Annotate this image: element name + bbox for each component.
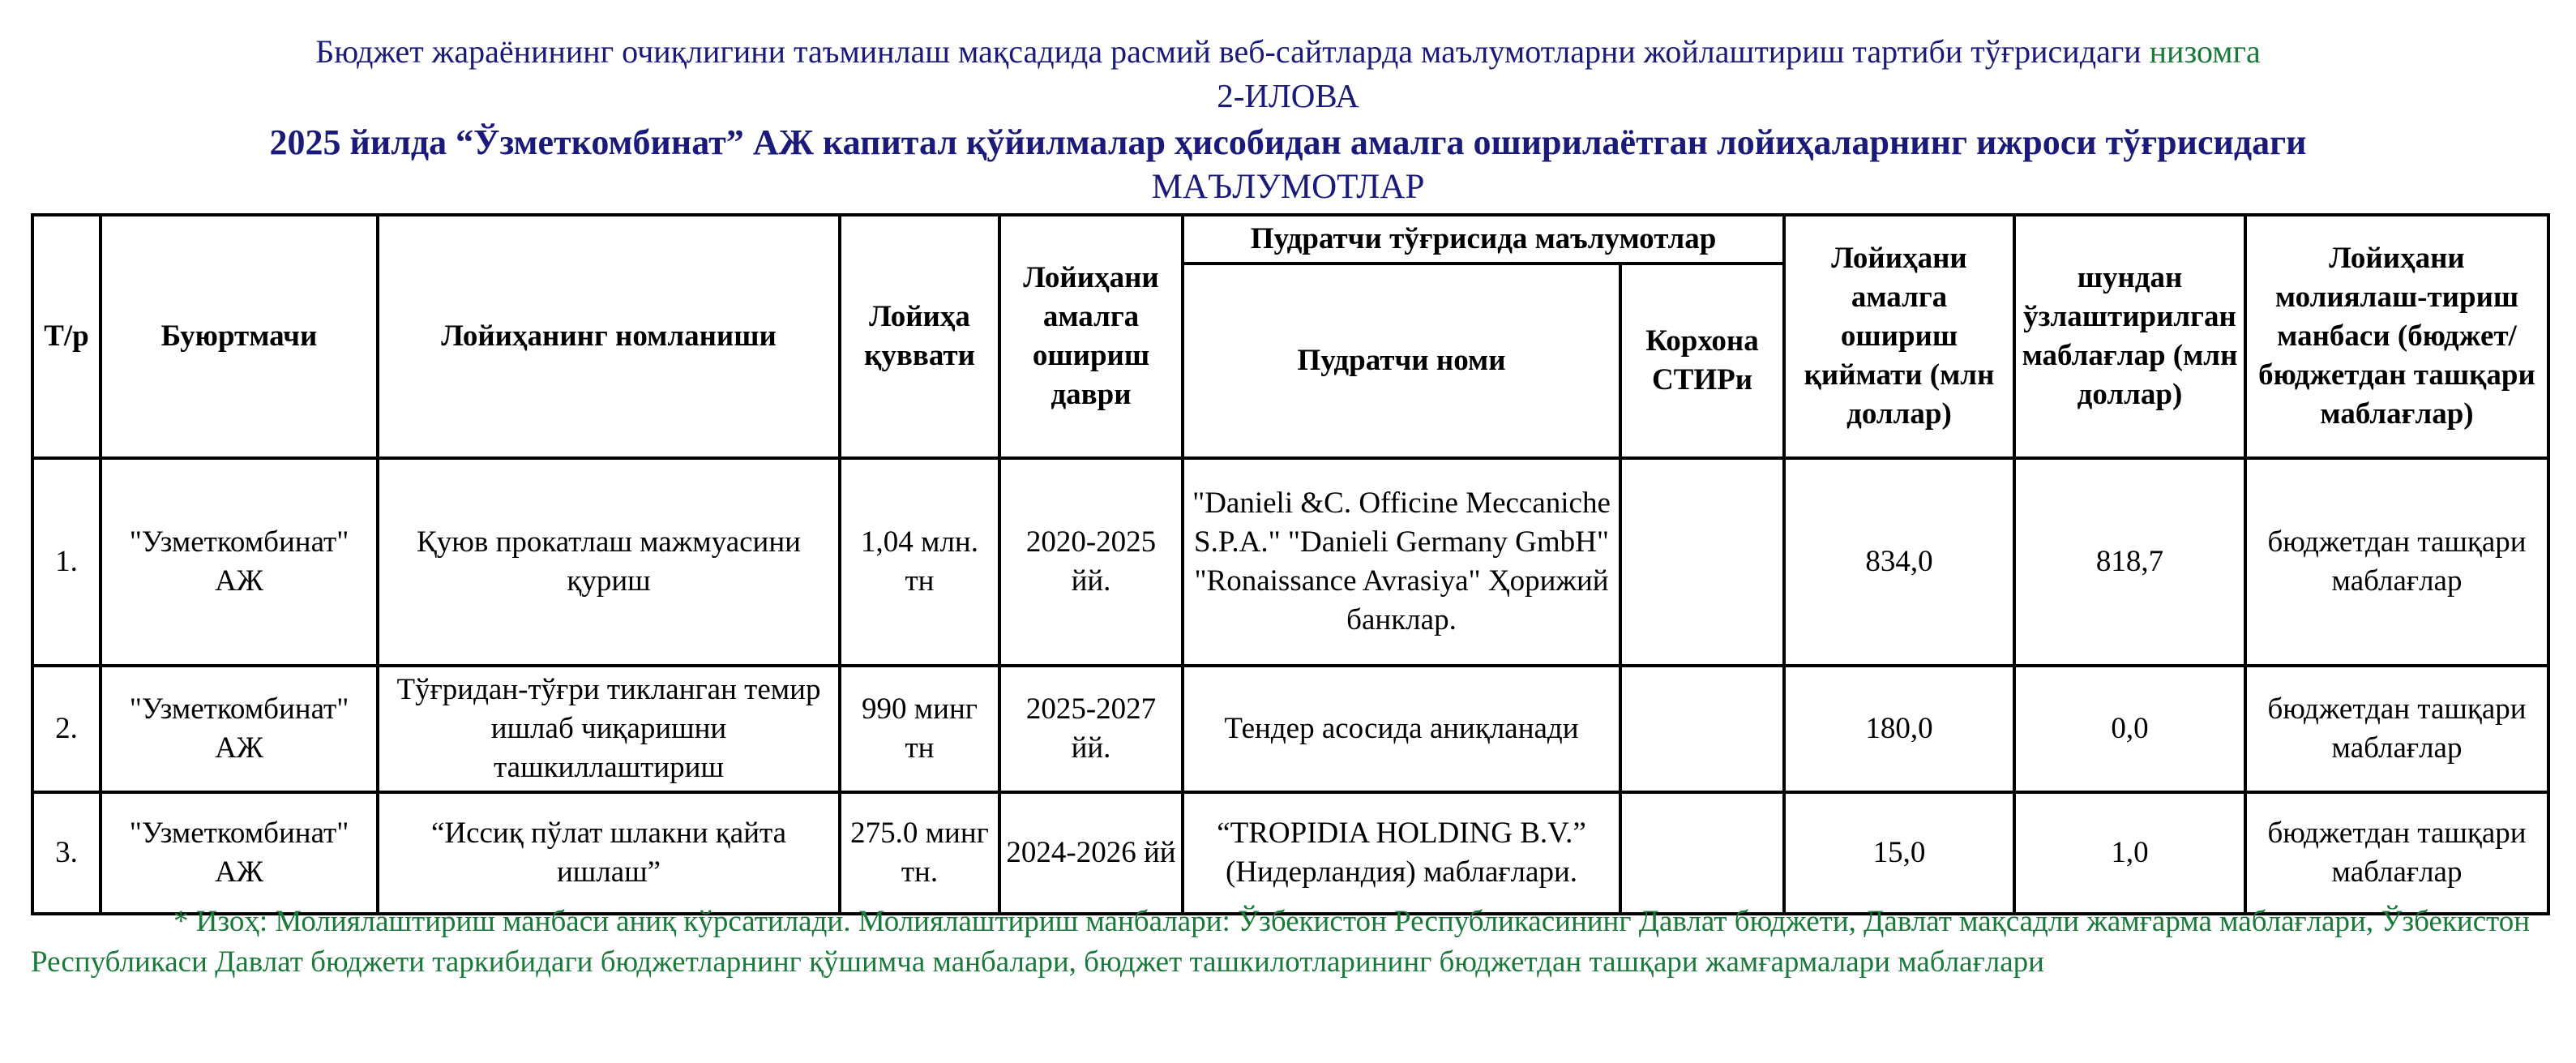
cell-cost: 180,0	[1784, 666, 2014, 792]
col-header-spent: шундан ўзлаштирилган маблағлар (млн доллар)	[2014, 215, 2245, 458]
cell-spent: 1,0	[2014, 792, 2245, 914]
appendix-label: 2-ИЛОВА	[1217, 77, 1359, 114]
col-header-source: Лойиҳани молиялаш-тириш манбаси (бюджет/ бюджетдан ташқари маблағлар)	[2245, 215, 2548, 458]
cell-capacity: 1,04 млн. тн	[840, 458, 999, 666]
col-header-customer: Буюртмачи	[101, 215, 378, 458]
cell-contractor: "Danieli &C. Officine Meccaniche S.P.A." "Danieli Germany GmbH" "Ronaissance Avrasiya" Ҳорижий банклар.	[1183, 458, 1620, 666]
table-row	[32, 458, 2548, 666]
cell-cost: 834,0	[1784, 458, 2014, 666]
cell-project-name: Тўғридан-тўғри тикланган темир ишлаб чиқаришни ташкиллаштириш	[378, 666, 840, 792]
cell-source: бюджетдан ташқари маблағлар	[2245, 666, 2548, 792]
col-header-capacity: Лойиҳа қуввати	[840, 215, 999, 458]
footnote: * Изоҳ: Молиялаштириш манбаси аниқ кўрсатилади. Молиялаштириш манбалари: Ўзбекистон Республикасининг Давлат бюджети, Давлат мақсадли жамғарма маблағлари, Ўзбекистон Республикаси Давлат бюджети таркибидаги бюджетларнинг қўшимча манбалари, бюджет ташкилотларининг бюджетдан ташқари жамғармалари маблағлари	[31, 905, 2531, 979]
document-title-caption: МАЪЛУМОТЛАР	[1151, 168, 1425, 206]
cell-num: 1.	[32, 458, 101, 666]
col-header-project-name: Лойиҳанинг номланиши	[378, 215, 840, 458]
subtitle-text: Бюджет жараёнининг очиқлигини таъминлаш мақсадида расмий веб-сайтларда маълумотларни жойлаштириш тартиби тўғрисидаги	[315, 33, 2142, 70]
cell-customer: "Узметкомбинат" АЖ	[101, 458, 378, 666]
cell-inn	[1620, 458, 1784, 666]
col-header-contractor-group: Пудратчи тўғрисида маълумотлар	[1183, 215, 1784, 264]
table-row	[32, 666, 2548, 792]
cell-period: 2025-2027 йй.	[999, 666, 1183, 792]
cell-source: бюджетдан ташқари маблағлар	[2245, 458, 2548, 666]
regulation-link[interactable]: низомга	[2149, 33, 2261, 70]
cell-inn	[1620, 792, 1784, 914]
cell-inn	[1620, 666, 1784, 792]
cell-period: 2024-2026 йй	[999, 792, 1183, 914]
table-row	[32, 792, 2548, 914]
cell-customer: "Узметкомбинат" АЖ	[101, 666, 378, 792]
cell-period: 2020-2025 йй.	[999, 458, 1183, 666]
col-header-period: Лойиҳани амалга ошириш даври	[999, 215, 1183, 458]
cell-project-name: “Иссиқ пўлат шлакни қайта ишлаш”	[378, 792, 840, 914]
cell-num: 2.	[32, 666, 101, 792]
cell-project-name: Қуюв прокатлаш мажмуасини қуриш	[378, 458, 840, 666]
cell-num: 3.	[32, 792, 101, 914]
cell-spent: 818,7	[2014, 458, 2245, 666]
cell-customer: "Узметкомбинат" АЖ	[101, 792, 378, 914]
cell-cost: 15,0	[1784, 792, 2014, 914]
col-header-cost: Лойиҳани амалга ошириш қиймати (млн доллар)	[1784, 215, 2014, 458]
cell-contractor: Тендер асосида аниқланади	[1183, 666, 1620, 792]
document-title: 2025 йилда “Ўзметкомбинат” АЖ капитал қўйилмалар ҳисобидан амалга оширилаётган лойиҳаларнинг ижроси тўғрисидаги	[269, 122, 2307, 162]
cell-capacity: 990 минг тн	[840, 666, 999, 792]
cell-spent: 0,0	[2014, 666, 2245, 792]
cell-source: бюджетдан ташқари маблағлар	[2245, 792, 2548, 914]
col-header-num: Т/р	[32, 215, 101, 458]
col-header-inn: Корхона СТИРи	[1620, 264, 1784, 458]
cell-contractor: “TROPIDIA HOLDING B.V.” (Нидерландия) маблағлари.	[1183, 792, 1620, 914]
header-row-1	[32, 215, 2548, 264]
projects-table	[31, 213, 2550, 915]
document-subtitle	[0, 32, 2576, 71]
col-header-contractor-name: Пудратчи номи	[1183, 264, 1620, 458]
cell-capacity: 275.0 минг тн.	[840, 792, 999, 914]
